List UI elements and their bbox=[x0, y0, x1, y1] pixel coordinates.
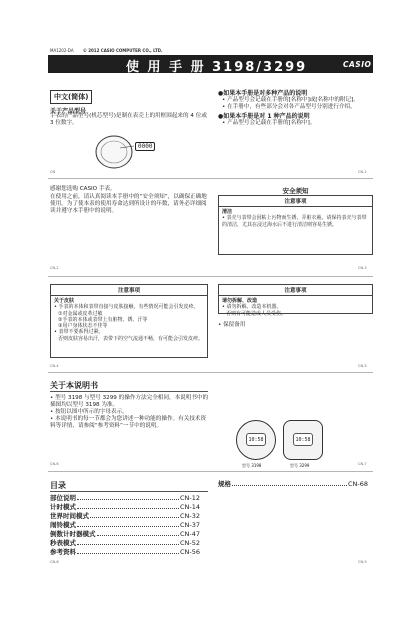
page-number: CN-7 bbox=[358, 462, 367, 466]
caption-3299: 型号 3299 bbox=[290, 463, 310, 468]
safety-title: 安全须知 bbox=[282, 187, 309, 195]
skin-item: • 表带不要系得过紧。 bbox=[54, 329, 104, 336]
watch-3198-illustration bbox=[236, 420, 276, 460]
toc-row[interactable] bbox=[50, 503, 200, 512]
toc-row[interactable] bbox=[218, 480, 368, 489]
caption-3198: 型号 3198 bbox=[242, 463, 262, 468]
skin-subheading: 关于皮肤 bbox=[54, 298, 75, 304]
about-manual-list bbox=[50, 395, 210, 430]
keep-manual-note: • 保留备用 bbox=[218, 322, 246, 328]
thanks-text: 感谢您选购 CASIO 手表。 bbox=[50, 186, 116, 192]
toc-row[interactable] bbox=[50, 530, 200, 539]
toc-row[interactable] bbox=[50, 494, 200, 503]
disassembly-caution-heading: 注意事项 bbox=[219, 285, 372, 296]
page-number: CN bbox=[50, 170, 56, 174]
about-manual-title: 关于本说明书 bbox=[50, 381, 98, 390]
toc-leader bbox=[77, 553, 179, 554]
toc-leader bbox=[77, 499, 179, 500]
about-item: • 型号 3198 与型号 3299 的操作方法完全相同，本说明书中的插图均以型号 3198 为准。 bbox=[50, 395, 209, 408]
toc-page: CN-32 bbox=[179, 512, 200, 520]
toc-label: 倒数计时器模式 bbox=[50, 530, 96, 538]
multi-item: • 在手册中，有些部分会对各产品型号分别进行介绍。 bbox=[222, 104, 356, 110]
skin-item: ①对金属或皮革过敏 bbox=[58, 310, 103, 317]
toc-row[interactable] bbox=[50, 512, 200, 521]
toc-title: 目录 bbox=[50, 481, 66, 490]
page-divider bbox=[48, 276, 373, 277]
language-tag: 中文(简体) bbox=[50, 90, 92, 104]
disassembly-item: • 请勿拆解、改造本机器。 bbox=[222, 304, 282, 311]
caution-subheading: 清洁 bbox=[222, 209, 233, 215]
toc-leader bbox=[90, 517, 179, 518]
document-code: MA1202-DA bbox=[50, 48, 74, 53]
multi-heading: ●如果本手册是对多种产品的说明 bbox=[218, 90, 308, 97]
skin-item: ②手表的本体或表带上有脏物、锈、汗等 bbox=[58, 316, 148, 323]
skin-caution-panel bbox=[50, 284, 208, 358]
skin-caution-heading: 注意事项 bbox=[51, 285, 207, 296]
toc-label: 世界时间模式 bbox=[50, 512, 89, 520]
disassembly-subheading: 请勿拆解、改造 bbox=[222, 298, 258, 304]
model-text: 手表的产品型号(机芯型号)是制在表壳上的用框围起来的 4 位或 3 位数字。 bbox=[50, 113, 207, 126]
page-number: CN-3 bbox=[358, 266, 367, 270]
toc-label: 秒表模式 bbox=[50, 539, 76, 547]
toc-list-right bbox=[218, 480, 368, 489]
watch-display: 10:58 bbox=[246, 433, 266, 446]
toc-page: CN-12 bbox=[179, 494, 200, 502]
caution-text: • 表壳与表带会因粘上污物而生锈，弄脏衣袖。请保持表壳与表带的清洁，尤其在浸过海水后不进行清洁则容易生锈。 bbox=[222, 215, 367, 228]
skin-item: ③用户身体状态不佳等 bbox=[58, 323, 108, 330]
watch-back-illustration bbox=[90, 132, 170, 172]
toc-page: CN-14 bbox=[179, 503, 200, 511]
toc-leader bbox=[97, 535, 179, 536]
page-divider bbox=[48, 178, 373, 179]
toc-leader bbox=[77, 544, 179, 545]
multi-item: • 产品型号会记载在手册的[名称中]或[名称中的附记]。 bbox=[222, 97, 359, 103]
page-divider bbox=[48, 471, 373, 472]
toc-page: CN-37 bbox=[179, 521, 200, 529]
casio-logo: CASIO bbox=[343, 60, 372, 69]
multi-product-section bbox=[218, 90, 373, 127]
toc-label: 闹铃模式 bbox=[50, 521, 76, 529]
page-divider bbox=[48, 372, 373, 373]
single-item: • 产品型号会记载在手册的[名称中]。 bbox=[222, 120, 316, 126]
toc-label: 计时模式 bbox=[50, 503, 76, 511]
toc-row[interactable] bbox=[50, 521, 200, 530]
about-item: • 本说明书的每一节都会为您讲述一种功能的操作。有关技术资料等详情，请参阅“参考资料”一节中的说明。 bbox=[50, 416, 207, 429]
model-number-box: 0000 bbox=[135, 142, 155, 151]
toc-row[interactable] bbox=[50, 548, 200, 557]
page-number: CN-8 bbox=[50, 560, 59, 564]
toc-leader bbox=[77, 526, 179, 527]
skin-item: • 手表的本体和表带直接与皮肤接触，有些情况可能会引发皮疹。 bbox=[54, 304, 199, 311]
toc-leader bbox=[77, 508, 179, 509]
toc-page: CN-68 bbox=[347, 480, 368, 488]
skin-item: 否则皮肤容易出汗，表带下的空气流通不畅，有可能会引发皮疹。 bbox=[58, 335, 204, 342]
toc-page: CN-52 bbox=[179, 539, 200, 547]
toc-row[interactable] bbox=[50, 539, 200, 548]
document-meta bbox=[50, 48, 163, 53]
toc-list bbox=[50, 494, 200, 557]
toc-leader bbox=[232, 485, 347, 486]
caution-panel bbox=[218, 195, 373, 255]
section-rule bbox=[50, 391, 208, 392]
page-number: CN-6 bbox=[50, 462, 59, 466]
toc-page: CN-56 bbox=[179, 548, 200, 556]
toc-label: 规格 bbox=[218, 480, 231, 488]
toc-label: 参考资料 bbox=[50, 548, 76, 556]
watch-display: 10:58 bbox=[293, 433, 313, 446]
caution-heading: 注意事项 bbox=[219, 196, 372, 207]
section-rule bbox=[50, 491, 208, 492]
page-number: CN-9 bbox=[358, 560, 367, 564]
disassembly-caution-panel bbox=[218, 284, 373, 317]
model-heading: 关于产品型号 bbox=[50, 108, 87, 115]
page-number: CN-1 bbox=[358, 170, 367, 174]
page-number: CN-4 bbox=[50, 364, 59, 368]
disassembly-item: 否则有可能造成人员受伤。 bbox=[226, 310, 287, 317]
page-number: CN-5 bbox=[358, 364, 367, 368]
toc-label: 部位说明 bbox=[50, 494, 76, 502]
watch-3299-illustration bbox=[283, 420, 323, 460]
intro-text: 在使用之前，请认真阅读本手册中的“安全须知”，以确保正确地使用。为了使本表的使用寿命达到所设计的年数，请务必详细阅读并遵守本手册中的说明。 bbox=[50, 194, 207, 214]
toc-page: CN-47 bbox=[179, 530, 200, 538]
single-heading: ●如果本手册是对 1 种产品的说明 bbox=[218, 113, 310, 120]
page-number: CN-2 bbox=[50, 266, 59, 270]
page-title: 使 用 手 册 3198/3299 bbox=[126, 60, 308, 75]
about-item: • 按钮以图中所示的字母表示。 bbox=[50, 409, 128, 415]
copyright-text: © 2012 CASIO COMPUTER CO., LTD. bbox=[82, 48, 163, 53]
